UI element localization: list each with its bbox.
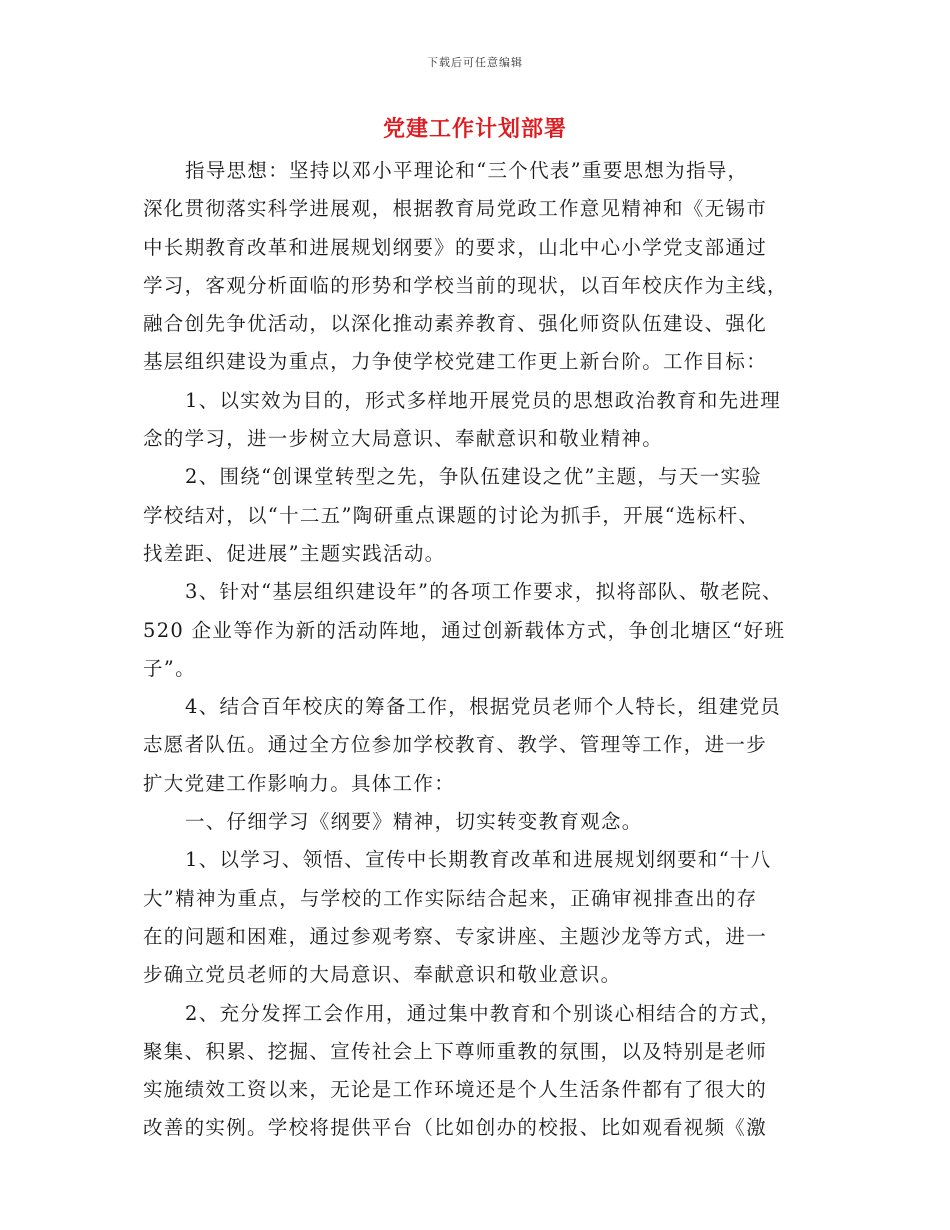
text-line: 4、结合百年校庆的筹备工作，根据党员老师个人特长，组建党员 xyxy=(185,695,782,719)
text-line: 一、仔细学习《纲要》精神，切实转变教育观念。 xyxy=(185,810,643,834)
text-line: 指导思想：坚持以邓小平理论和“三个代表”重要思想为指导， xyxy=(185,159,749,182)
text-line: 中长期教育改革和进展规划纲要》的要求，山北中心小学党支部通过 xyxy=(143,235,768,259)
text-line: 学校结对，以“十二五”陶研重点课题的讨论为抓手，开展“选标杆、 xyxy=(143,503,760,527)
text-line: 大”精神为重点，与学校的工作实际结合起来，正确审视排查出的存 xyxy=(143,886,758,910)
text-line: 融合创先争优活动，以深化推动素养教育、强化师资队伍建设、强化 xyxy=(143,312,768,336)
text-line: 520 企业等作为新的活动阵地，通过创新载体方式，争创北塘区“好班 xyxy=(143,618,786,642)
text-line: 改善的实例。学校将提供平台（比如创办的校报、比如观看视频《激 xyxy=(143,1116,768,1140)
header-note: 下载后可任意编辑 xyxy=(427,56,523,69)
text-line: 在的问题和困难，通过参观考察、专家讲座、主题沙龙等方式，进一 xyxy=(143,924,768,948)
text-line: 步确立党员老师的大局意识、奉献意识和敬业意识。 xyxy=(143,963,622,987)
document-body xyxy=(143,152,813,1148)
text-line: 深化贯彻落实科学进展观，根据教育局党政工作意见精神和《无锡市 xyxy=(143,197,768,221)
text-line: 1、以实效为目的，形式多样地开展党员的思想政治教育和先进理 xyxy=(185,388,782,412)
text-line: 学习，客观分析面临的形势和学校当前的现状，以百年校庆作为主线， xyxy=(143,273,788,297)
text-line: 找差距、促进展”主题实践活动。 xyxy=(143,541,446,565)
text-line: 基层组织建设为重点，力争使学校党建工作更上新台阶。工作目标： xyxy=(143,350,768,374)
document-title: 党建工作计划部署 xyxy=(382,116,567,142)
text-line: 实施绩效工资以来，无论是工作环境还是个人生活条件都有了很大的 xyxy=(143,1078,768,1102)
text-line: 3、针对“基层组织建设年”的各项工作要求，拟将部队、敬老院、 xyxy=(185,580,783,604)
text-line: 念的学习，进一步树立大局意识、奉献意识和敬业精神。 xyxy=(143,427,664,451)
text-line: 志愿者队伍。通过全方位参加学校教育、教学、管理等工作，进一步 xyxy=(143,733,768,757)
text-line: 2、充分发挥工会作用，通过集中教育和个别谈心相结合的方式， xyxy=(185,1001,782,1025)
text-line: 扩大党建工作影响力。具体工作： xyxy=(143,771,456,795)
text-line: 子”。 xyxy=(143,656,196,680)
text-line: 聚集、积累、挖掘、宣传社会上下尊师重教的氛围，以及特别是老师 xyxy=(143,1039,768,1063)
text-line: 1、以学习、领悟、宣传中长期教育改革和进展规划纲要和“十八 xyxy=(185,848,772,872)
text-line: 2、围绕“创课堂转型之先，争队伍建设之优”主题，与天一实验 xyxy=(185,465,763,489)
